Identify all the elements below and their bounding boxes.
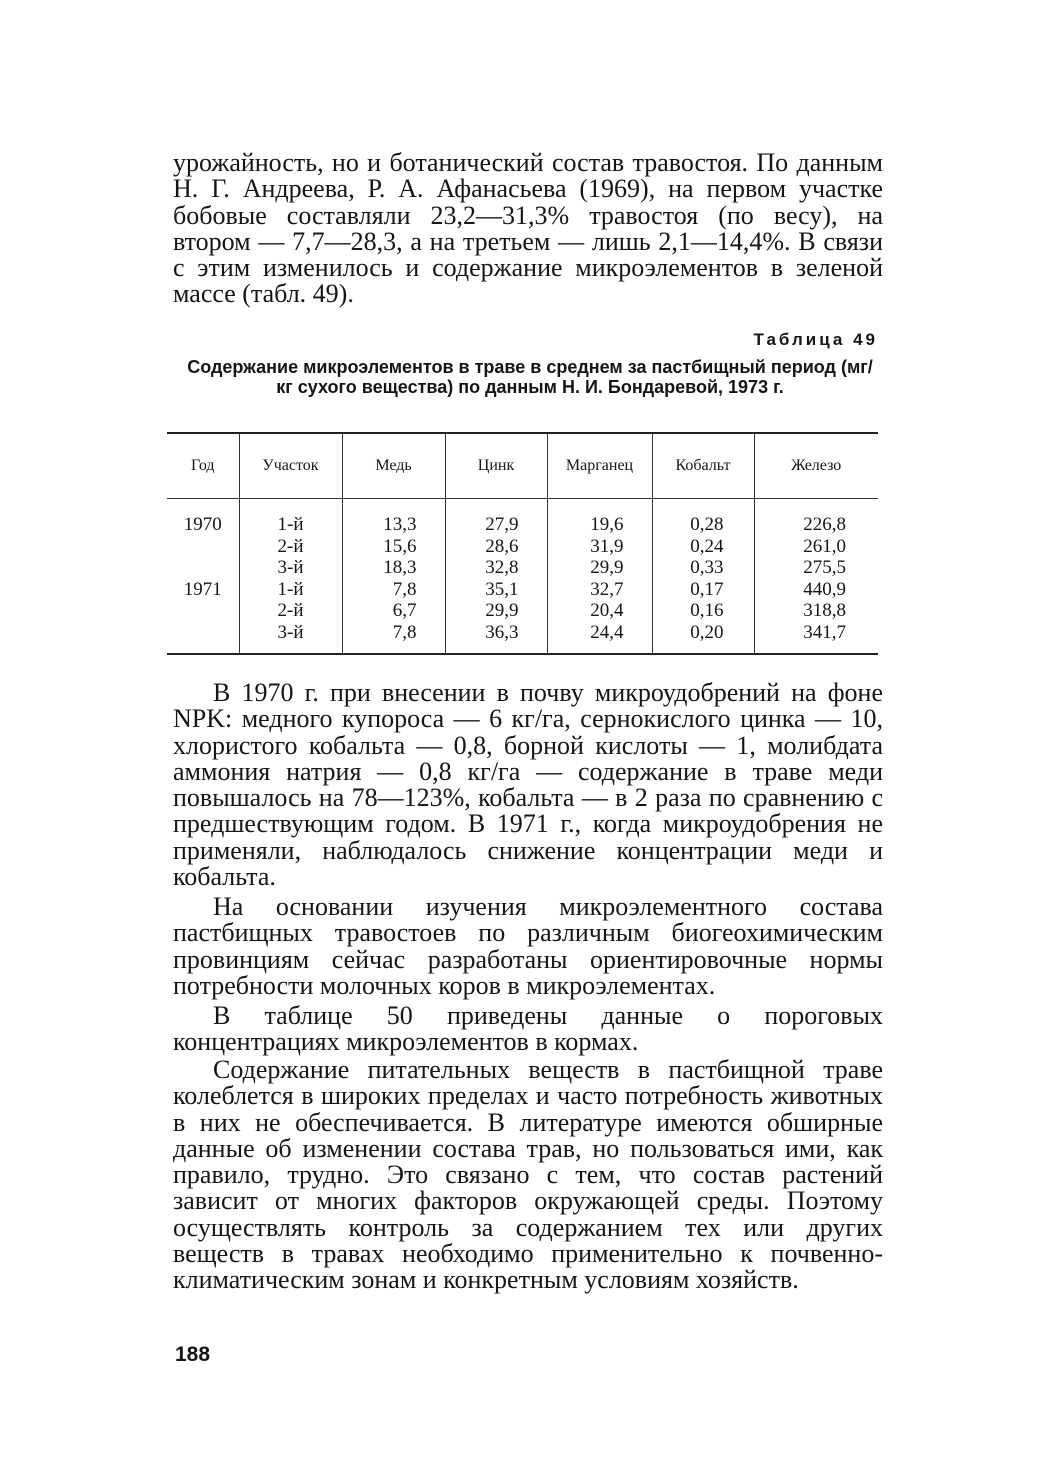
manganese-cell: 32,7 xyxy=(590,578,624,600)
zinc-column xyxy=(445,499,547,655)
zinc-cell: 28,6 xyxy=(485,535,519,557)
paragraph-fertilizers: В 1970 г. при внесении в почву микроудобрений на фоне NPK: медного купороса — 6 кг/га, сернокислого цинка — 10, хлористого кобальта — 0,8, борной кислоты — 1, молибдата аммония натрия — 0,8 кг/га — содержание в траве меди повышалось на 78—123%, кобальта — в 2 раза по сравнению с предшествующим годом. В 1971 г., когда микроудобрения не применяли, наблюдалось снижение концентрации меди и кобальта. xyxy=(173,678,883,892)
manganese-cell: 24,4 xyxy=(590,621,624,643)
table-label: Таблица 49 xyxy=(753,330,878,349)
table-header-row xyxy=(167,433,878,499)
header-cobalt: Кобальт xyxy=(652,433,754,499)
year-column xyxy=(167,499,239,655)
copper-cell: 6,7 xyxy=(392,600,417,621)
header-copper: Медь xyxy=(342,433,445,499)
zinc-cell: 27,9 xyxy=(485,514,519,535)
cobalt-column xyxy=(652,499,754,655)
manganese-cell: 31,9 xyxy=(590,535,624,557)
cobalt-cell: 0,20 xyxy=(690,621,724,643)
plot-cell: 1-й xyxy=(277,578,304,600)
iron-cell: 440,9 xyxy=(803,578,846,600)
paragraph-nutrients: Содержание питательных веществ в пастбищной траве колеблется в широких пределах и часто потребность животных в них не обеспечивается. В литературе имеются обширные данные об изменении состава трав, но пользоваться ими, как правило, трудно. Это связано с тем, что состав растений зависит от многих факторов окружающей среды. Поэтому осуществлять контроль за содержанием тех или других веществ в травах необходимо применительно к почвенно-климатическим зонам и конкретным условиям хозяйств. xyxy=(173,1055,883,1295)
cobalt-cell: 0,28 xyxy=(690,514,724,535)
header-iron: Железо xyxy=(754,433,878,499)
iron-cell: 261,0 xyxy=(803,535,846,557)
plot-cell: 1-й xyxy=(277,514,304,535)
plot-column xyxy=(239,499,342,655)
copper-cell: 13,3 xyxy=(383,514,417,535)
copper-cell: 18,3 xyxy=(383,557,417,578)
iron-cell: 318,8 xyxy=(803,600,846,621)
paragraph-intro: урожайность, но и ботанический состав травостоя. По данным Н. Г. Андреева, Р. А. Афанасьева (1969), на первом участке бобовые составляли 23,2—31,3% травостоя (по весу), на втором — 7,7—28,3, а на третьем — лишь 2,1—14,4%. В связи с этим изменилось и содержание микроэлементов в зеленой массе (табл. 49). xyxy=(173,148,883,309)
page-number: 188 xyxy=(175,1343,211,1366)
iron-cell: 275,5 xyxy=(803,557,846,578)
cobalt-cell: 0,16 xyxy=(690,600,724,621)
header-plot: Участок xyxy=(239,433,342,499)
copper-column xyxy=(342,499,445,655)
year-cell: 1970 xyxy=(183,514,222,535)
zinc-cell: 29,9 xyxy=(485,600,519,621)
iron-cell: 341,7 xyxy=(803,621,846,643)
table-body-row xyxy=(167,499,878,655)
header-manganese: Марганец xyxy=(547,433,652,499)
cobalt-cell: 0,24 xyxy=(690,535,724,557)
manganese-column xyxy=(547,499,652,655)
cobalt-cell: 0,33 xyxy=(690,557,724,578)
year-cell: 1971 xyxy=(183,578,222,600)
plot-cell: 3-й xyxy=(277,557,304,578)
header-zinc: Цинк xyxy=(445,433,547,499)
manganese-cell: 20,4 xyxy=(590,600,624,621)
copper-cell: 15,6 xyxy=(383,535,417,557)
copper-cell: 7,8 xyxy=(392,578,417,600)
plot-cell: 3-й xyxy=(277,621,304,643)
plot-cell: 2-й xyxy=(277,535,304,557)
iron-cell: 226,8 xyxy=(803,514,846,535)
plot-cell: 2-й xyxy=(277,600,304,621)
cobalt-cell: 0,17 xyxy=(690,578,724,600)
iron-column xyxy=(754,499,878,655)
manganese-cell: 29,9 xyxy=(590,557,624,578)
zinc-cell: 35,1 xyxy=(485,578,519,600)
zinc-cell: 36,3 xyxy=(485,621,519,643)
table-caption: Содержание микроэлементов в траве в среднем за пастбищный период (мг/кг сухого вещества) по данным Н. И. Бондаревой, 1973 г. xyxy=(187,357,873,397)
manganese-cell: 19,6 xyxy=(590,514,624,535)
paragraph-norms: На основании изучения микроэлементного состава пастбищных травостоев по различным биогеохимическим провинциям сейчас разработаны ориентировочные нормы потребности молочных коров в микроэлементах. xyxy=(173,892,883,1000)
header-year: Год xyxy=(167,433,239,499)
zinc-cell: 32,8 xyxy=(485,557,519,578)
microelements-table xyxy=(167,432,878,655)
paragraph-table50-ref: В таблице 50 приведены данные о пороговых концентрациях микроэлементов в кормах. xyxy=(173,1001,883,1057)
copper-cell: 7,8 xyxy=(392,621,417,643)
